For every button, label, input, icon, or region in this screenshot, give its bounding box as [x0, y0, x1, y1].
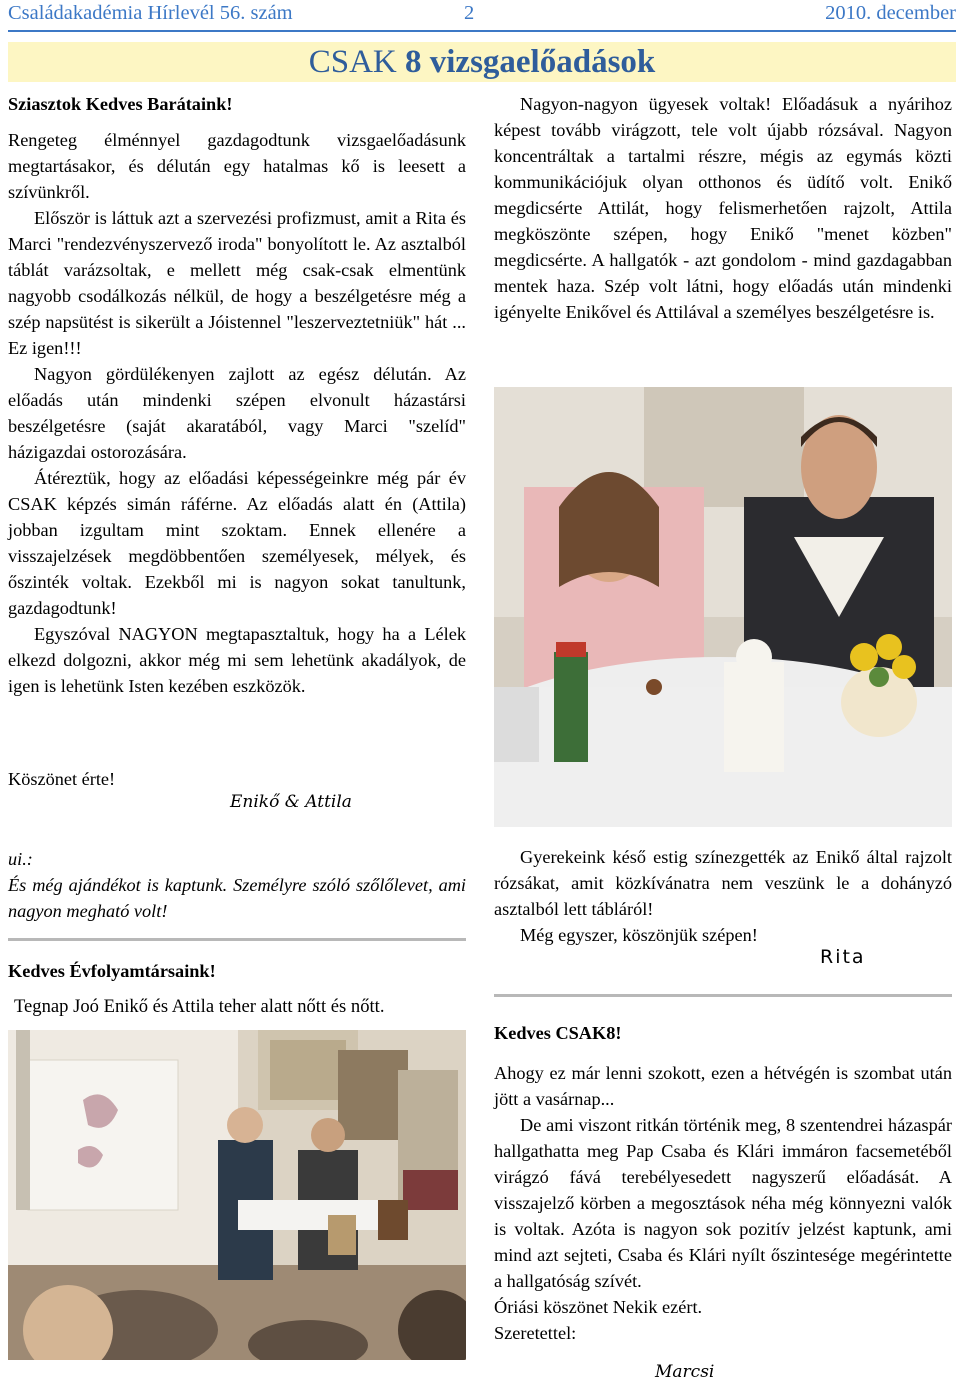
paragraph: Először is láttuk azt a szervezési profizmust, amit a Rita és Marci "rendezvényszervező iroda" bonyolított le. Az asztalból táblát varázsoltak, e mellett még csak-csak elmentünk nagyobb csodálkozás nélkül, de hogy a beszélgetésre még a szép napsütést is sikerült a Jóistennel "leszerveztetniük" hát ... Ez igen!!! — [8, 208, 466, 358]
paragraph: Óriási köszönet Nekik ezért. — [494, 1297, 703, 1317]
paragraph: Rengeteg élménnyel gazdagodtunk vizsgaelőadásunk megtartásakor, és délután egy hatalmas kő is leesett a szívünkről. — [8, 130, 466, 202]
postscript — [8, 846, 466, 924]
postscript-text: És még ajándékot is kaptunk. Személyre szóló szőlőlevet, ami nagyon megható volt! — [8, 875, 466, 921]
article2-greeting: Kedves Évfolyamtársaink! — [8, 961, 216, 981]
divider — [8, 938, 466, 941]
article3 — [494, 1020, 952, 1346]
divider — [494, 994, 952, 997]
section-banner — [8, 42, 956, 82]
presenters-photo — [494, 387, 952, 827]
article-left-column — [8, 91, 466, 699]
postscript-label: ui.: — [8, 849, 33, 869]
greeting: Kedves CSAK8! — [494, 1023, 622, 1043]
thanks-line: Köszönet érte! — [8, 769, 116, 789]
section-title: CSAK 8 vizsgaelőadások — [308, 44, 656, 80]
page-header — [0, 0, 960, 30]
paragraph: Ahogy ez már lenni szokott, ezen a hétvégén is szombat után jött a vasárnap... — [494, 1063, 952, 1109]
paragraph: Nagyon gördülékenyen zajlott az egész délután. Az előadás után mindenki szépen elvonult házastársi beszélgetésre (saját akaratából, vagy Marci "szelíd" házigazdai ostorozására. — [8, 364, 466, 462]
photo-caption — [494, 844, 952, 948]
paragraph: Gyerekeink késő estig színezgették az Enikő által rajzolt rózsákat, amit közkívánatra nem veszünk le a dohányzó asztalból lett tábláról! — [494, 847, 952, 919]
paragraph: Szeretettel: — [494, 1323, 577, 1343]
header-rule — [8, 30, 956, 32]
article-right-column — [494, 91, 952, 325]
paragraph: Átéreztük, hogy az előadási képességeinkre még pár év CSAK képzés simán ráférne. Az előadás alatt én (Attila) jobban izgultam mint szoktam. Ennek ellenére a visszajelzések megdöbbentően személyesek, mélyek, és őszinték voltak. Ezekből mi is nagyon sokat tanultunk, gazdagodtunk! — [8, 468, 466, 618]
publication-title: Családakadémia Hírlevél 56. szám — [8, 2, 293, 24]
article2-intro: Tegnap Joó Enikő és Attila teher alatt nőtt és nőtt. — [14, 996, 385, 1017]
paragraph: Nagyon-nagyon ügyesek voltak! Előadásuk a nyárihoz képest tovább virágzott, tele volt újabb rózsával. Nagyon koncentráltak a tartalmi részre, mégis az egymás közti kommunikációjuk olyan otthonos és üdítő volt. Enikő megdicsérte Attilát, hogy felismerhetően rajzolt, Attila megköszönte szépen, hogy Enikő "menet közben" megdicsérte. A hallgatók - azt gondolom - mind gazdagabban mentek haza. Szép volt látni, hogy előadás után mindenki igényelte Enikővel és Attilával a személyes beszélgetésre is. — [494, 94, 952, 322]
paragraph: De ami viszont ritkán történik meg, 8 szentendrei házaspár hallgathatta meg Pap Csaba és Klári immáron facsemetéből virágzó fává terebélyesedett nagyszerű előadását. A visszajelző körben a megosztások néha még könnyezni valók is voltak. Azóta is nagyon sok pozitív jelzést kaptunk, ami mind azt sejteti, Csaba és Klári nyílt őszintesége megérintette a hallgatóság szívét. — [494, 1115, 952, 1291]
page-number: 2 — [464, 2, 475, 24]
room-photo — [8, 1030, 466, 1360]
greeting: Sziasztok Kedves Barátaink! — [8, 94, 233, 114]
issue-date: 2010. december — [825, 2, 956, 24]
paragraph: Még egyszer, köszönjük szépen! — [520, 925, 758, 945]
paragraph: Egyszóval NAGYON megtapasztaltuk, hogy ha a Lélek elkezd dolgozni, akkor még mi sem lehetünk akadályok, de igen is lehetünk Isten kezében eszközök. — [8, 624, 466, 696]
signature: Enikő & Attila — [230, 792, 352, 812]
signature: Rita — [820, 946, 866, 968]
signature: Marcsi — [655, 1362, 715, 1382]
